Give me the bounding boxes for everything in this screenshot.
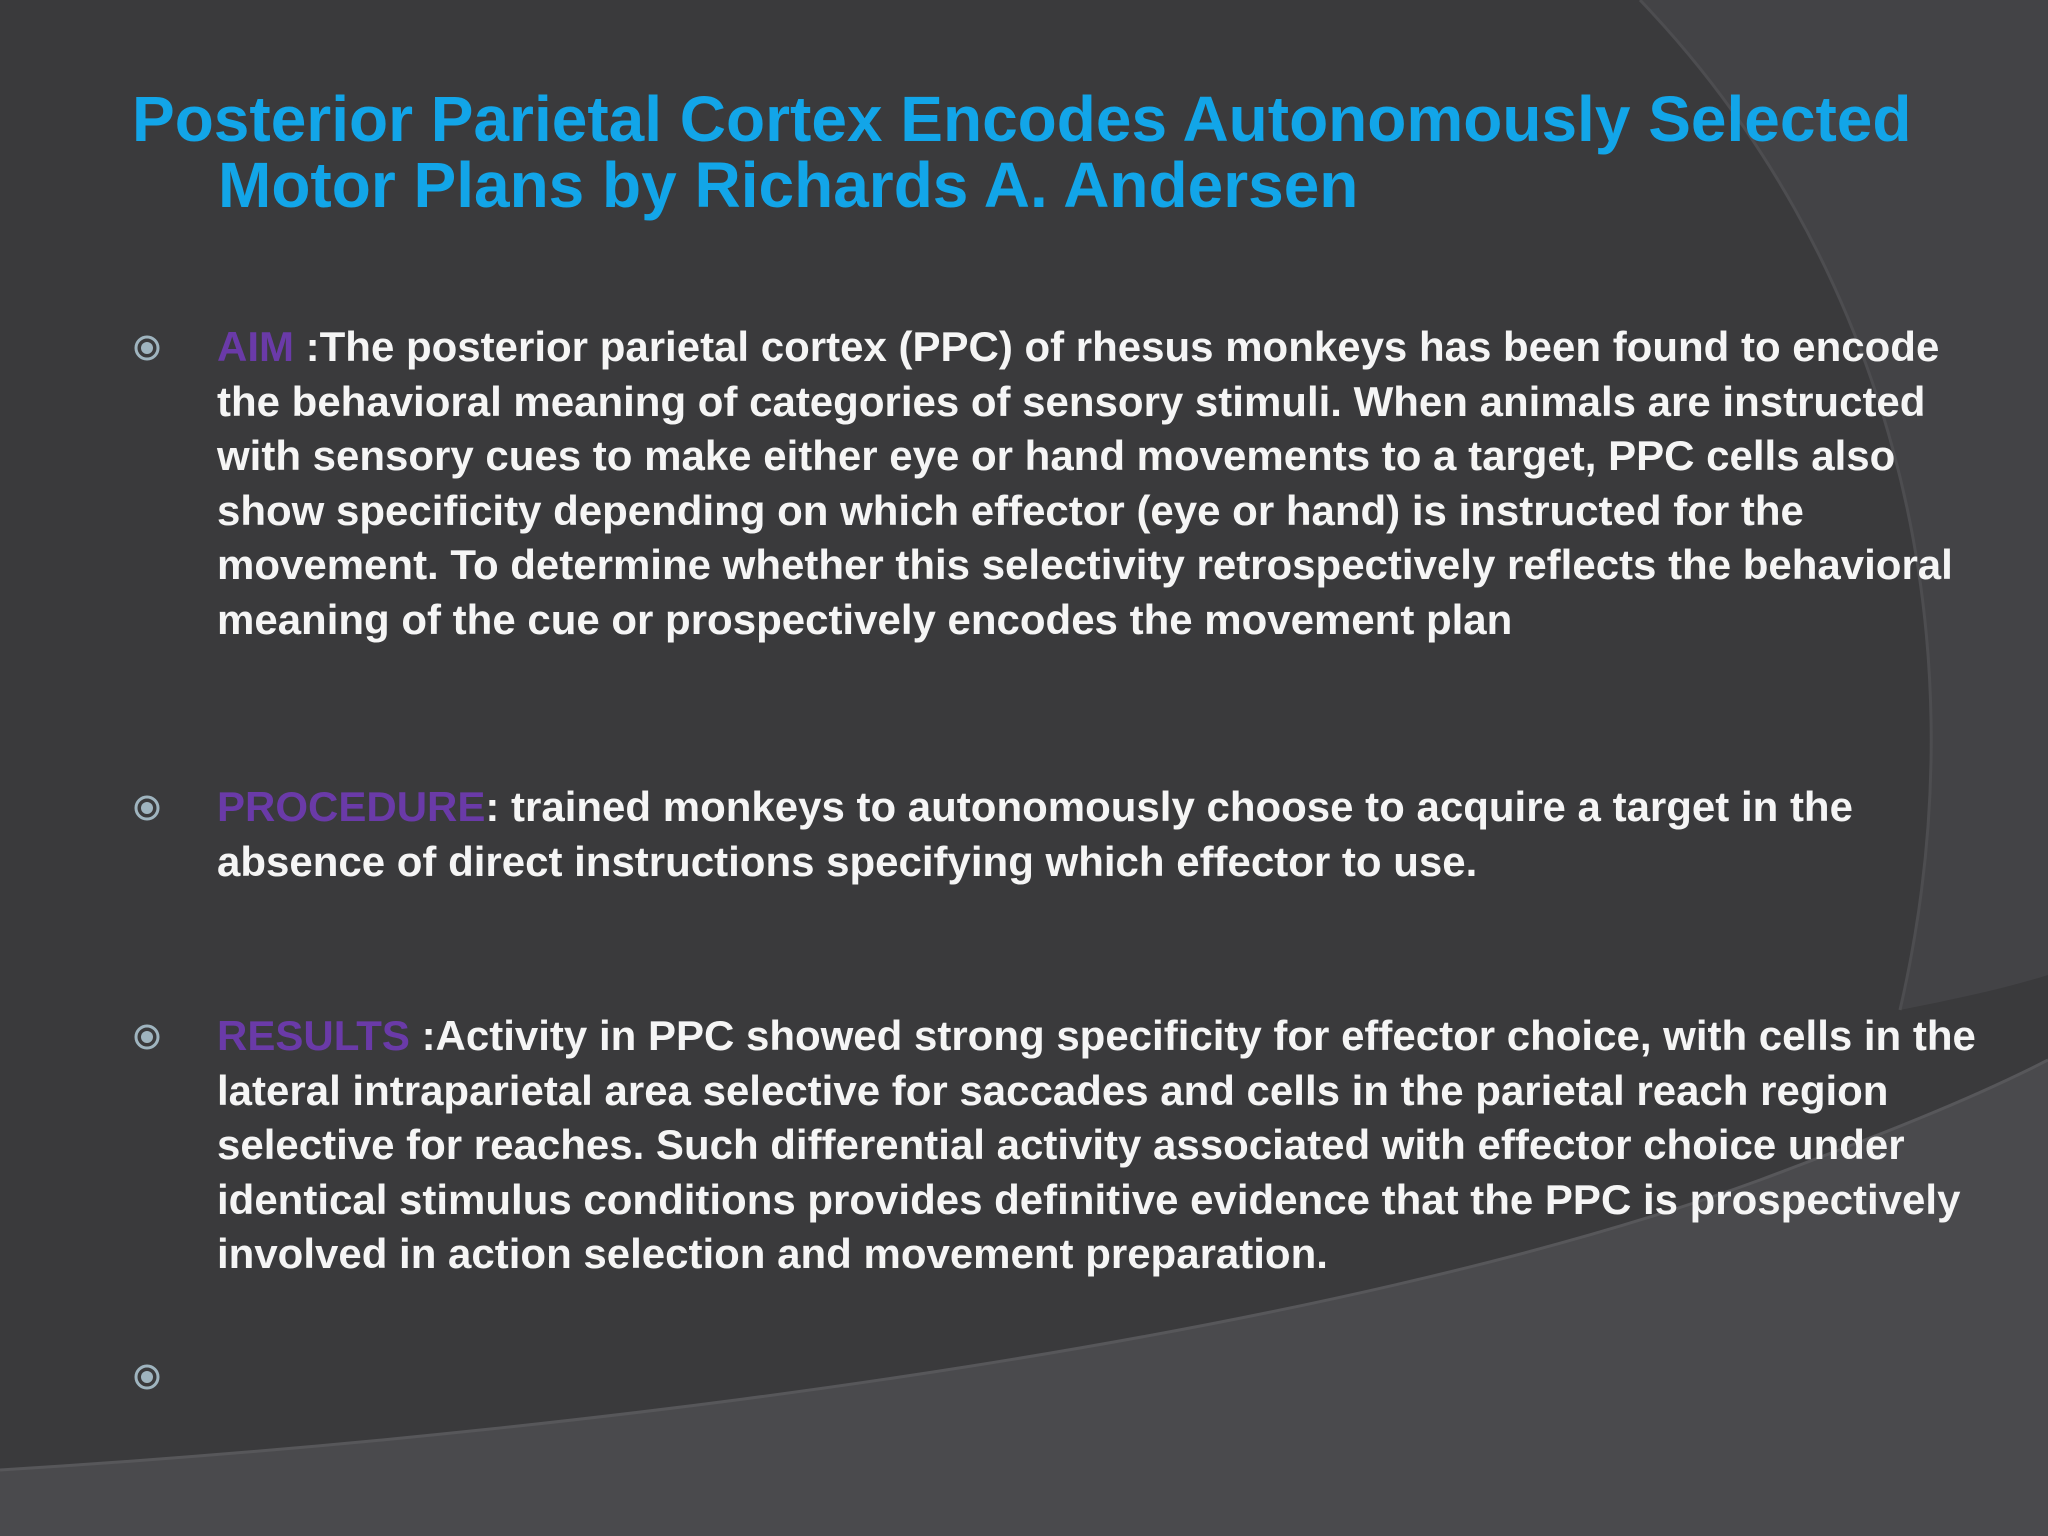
bullet-aim-text bbox=[217, 320, 2007, 648]
bullet-procedure-text bbox=[217, 780, 2007, 889]
circled-dot-icon bbox=[132, 1022, 162, 1052]
bullet-procedure-keyword: PROCEDURE bbox=[217, 783, 486, 830]
bullet-aim-keyword: AIM bbox=[217, 323, 294, 370]
bullet-results-keyword: RESULTS bbox=[217, 1012, 410, 1059]
bullet-aim-body: :The posterior parietal cortex (PPC) of rhesus monkeys has been found to encode the behavioral meaning of categories of sensory stimuli. When animals are instructed with sensory cues to make either eye or hand movements to a target, PPC cells also show specificity depending on which effector (eye or hand) is instructed for the movement. To determine whether this selectivity retrospectively reflects the behavioral meaning of the cue or prospectively encodes the movement plan bbox=[217, 323, 1953, 643]
circled-dot-icon bbox=[132, 1362, 162, 1392]
circled-dot-icon bbox=[132, 793, 162, 823]
bullet-procedure-body: : trained monkeys to autonomously choose to acquire a target in the absence of direct instructions specifying which effector to use. bbox=[217, 783, 1853, 885]
slide-title: Posterior Parietal Cortex Encodes Autonomously Selected Motor Plans by Richards A. Andersen bbox=[132, 83, 1912, 221]
bullet-results-body: :Activity in PPC showed strong specificity for effector choice, with cells in the lateral intraparietal area selective for saccades and cells in the parietal reach region selective for reaches. Such differential activity associated with effector choice under identical stimulus conditions provides definitive evidence that the PPC is prospectively involved in action selection and movement preparation. bbox=[217, 1012, 1976, 1278]
bullet-results-text bbox=[217, 1009, 2007, 1282]
circled-dot-icon bbox=[132, 333, 162, 363]
